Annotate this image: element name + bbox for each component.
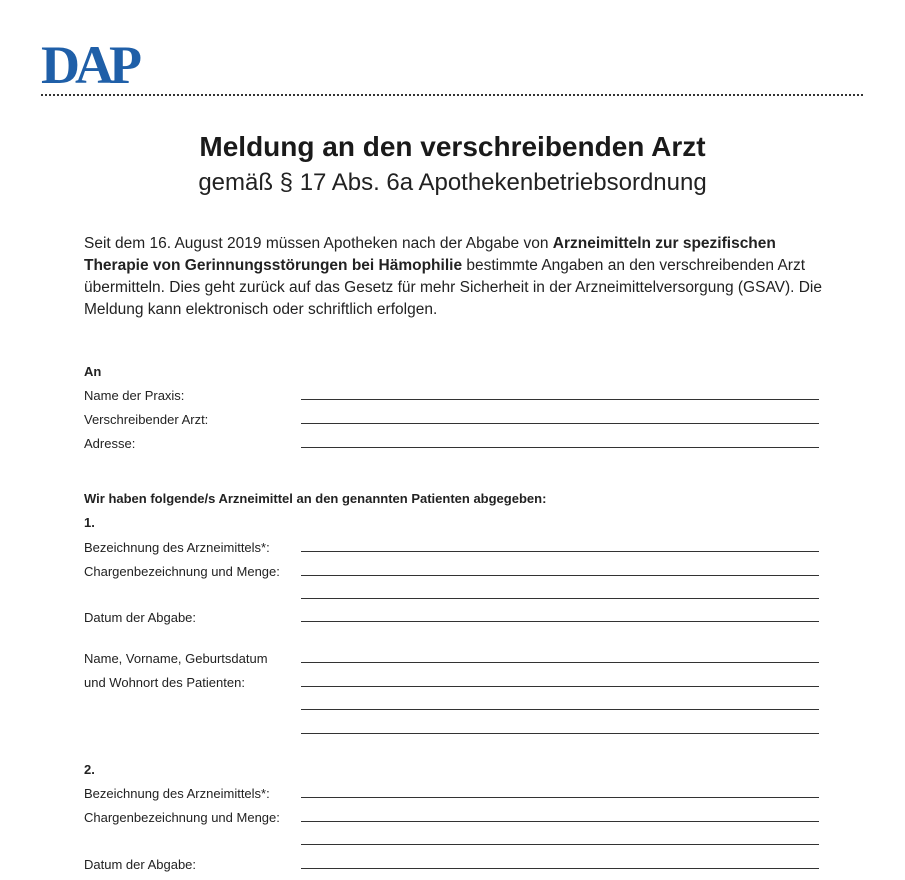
practice-name-field[interactable]: [301, 399, 819, 400]
drug-name-field[interactable]: [301, 551, 819, 552]
dap-logo: DAP: [41, 35, 137, 95]
intro-text-bold: Arzneimitteln zur spezifischen Therapie von Gerinnungsstörungen bei Hämophilie: [84, 235, 776, 274]
drug-name-label: Bezeichnung des Arzneimittels*:: [84, 540, 270, 555]
intro-text-1: Seit dem 16. August 2019 müssen Apotheken nach der Abgabe von: [84, 235, 553, 252]
page-subtitle: gemäß § 17 Abs. 6a Apothekenbetriebsordnung: [198, 169, 707, 196]
dispense-date-field[interactable]: [301, 868, 819, 869]
dispense-date-field[interactable]: [301, 621, 819, 622]
entry-number: 2.: [84, 762, 95, 777]
dispense-date-label: Datum der Abgabe:: [84, 610, 197, 625]
drug-name-label: Bezeichnung des Arzneimittels*:: [84, 786, 270, 801]
recipient-heading: An: [84, 364, 102, 379]
patient-label-line2: und Wohnort des Patienten:: [84, 675, 245, 690]
intro-text-2: bestimmte Angaben an den verschreibenden Arzt übermitteln. Dies geht zurück auf das Gesetz für mehr Sicherheit in der Arzneimittelversorgung (GSAV). Die Meldung kann elektronisch oder schriftlich erfolgen.: [84, 257, 822, 318]
batch-quantity-field-extra[interactable]: [301, 598, 819, 599]
patient-field-3[interactable]: [301, 709, 819, 710]
page-title: Meldung an den verschreibenden Arzt: [199, 131, 706, 162]
drug-name-field[interactable]: [301, 797, 819, 798]
intro-paragraph: [84, 233, 829, 321]
medication-heading: Wir haben folgende/s Arzneimittel an den genannten Patienten abgegeben:: [84, 491, 547, 506]
patient-field-4[interactable]: [301, 733, 819, 734]
address-field[interactable]: [301, 447, 819, 448]
batch-quantity-label: Chargenbezeichnung und Menge:: [84, 564, 280, 579]
batch-quantity-label: Chargenbezeichnung und Menge:: [84, 810, 280, 825]
address-label: Adresse:: [84, 436, 136, 451]
patient-field-2[interactable]: [301, 686, 819, 687]
patient-label-line1: Name, Vorname, Geburtsdatum: [84, 651, 268, 666]
batch-quantity-field[interactable]: [301, 821, 819, 822]
batch-quantity-field-extra[interactable]: [301, 844, 819, 845]
batch-quantity-field[interactable]: [301, 575, 819, 576]
dotted-divider: [41, 94, 863, 96]
practice-name-label: Name der Praxis:: [84, 388, 185, 403]
prescribing-doctor-label: Verschreibender Arzt:: [84, 412, 209, 427]
dispense-date-label: Datum der Abgabe:: [84, 857, 197, 872]
patient-field-1[interactable]: [301, 662, 819, 663]
entry-number: 1.: [84, 515, 95, 530]
prescribing-doctor-field[interactable]: [301, 423, 819, 424]
